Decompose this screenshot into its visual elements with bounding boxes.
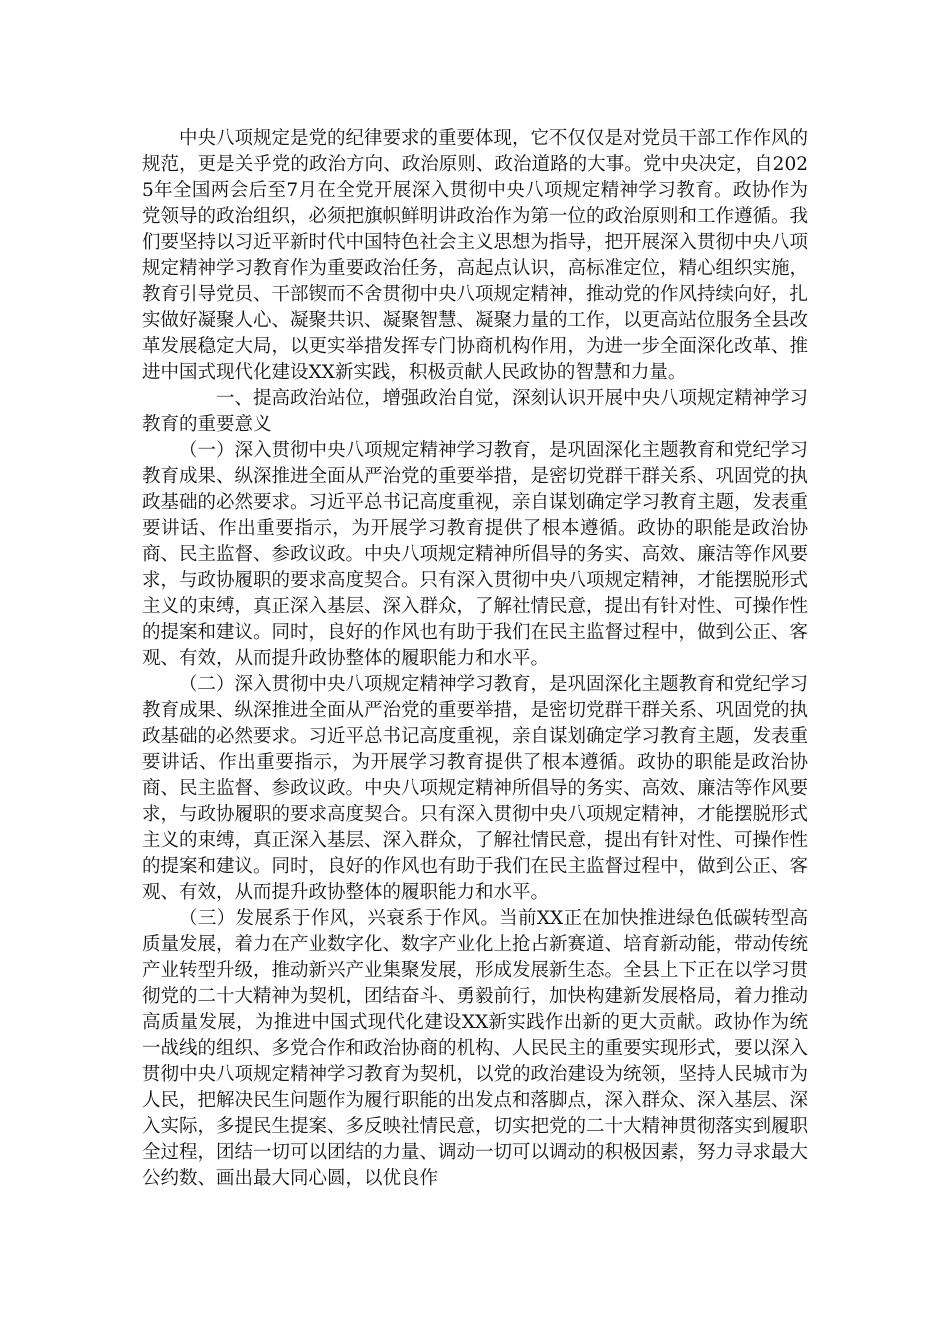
section-heading: 一、提高政治站位，增强政治自觉，深刻认识开展中央八项规定精神学习教育的重要意义 [142, 388, 809, 435]
body-paragraph-2: （二）深入贯彻中央八项规定精神学习教育，是巩固深化主题教育和党纪学习教育成果、纵深推进全面从严治党的重要举措，是密切党群干群关系、巩固党的执政基础的必然要求。习近平总书记高度重视，亲自谋划确定学习教育主题，发表重要讲话、作出重要指示，为开展学习教育提供了根本遵循。政协的职能是政治协商、民主监督、参政议政。中央八项规定精神所倡导的务实、高效、廉洁等作风要求，与政协履职的要求高度契合。只有深入贯彻中央八项规定精神，才能摆脱形式主义的束缚，真正深入基层、深入群众，了解社情民意，提出有针对性、可操作性的提案和建议。同时，良好的作风也有助于我们在民主监督过程中，做到公正、客观、有效，从而提升政协整体的履职能力和水平。 [142, 674, 809, 903]
body-paragraph-3: （三）发展系于作风，兴衰系于作风。当前XX正在加快推进绿色低碳转型高质量发展，着力在产业数字化、数字产业化上抢占新赛道、培育新动能，带动传统产业转型升级，推动新兴产业集聚发展，形成发展新生态。全县上下正在以学习贯彻党的二十大精神为契机，团结奋斗、勇毅前行，加快构建新发展格局，着力推动高质量发展，为推进中国式现代化建设XX新实践作出新的更大贡献。政协作为统一战线的组织、多党合作和政治协商的机构、人民民主的重要实现形式，要以深入贯彻中央八项规定精神学习教育为契机，以党的政治建设为统领，坚持人民城市为人民，把解决民生问题作为履行职能的出发点和落脚点，深入群众、深入基层、深入实际，多提民生提案、多反映社情民意，切实把党的二十大精神贯彻落实到履职全过程，团结一切可以团结的力量、调动一切可以调动的积极因素，努力寻求最大公约数、画出最大同心圆，以优良作 [142, 908, 809, 1189]
body-paragraph-1: （一）深入贯彻中央八项规定精神学习教育，是巩固深化主题教育和党纪学习教育成果、纵深推进全面从严治党的重要举措，是密切党群干群关系、巩固党的执政基础的必然要求。习近平总书记高度重视，亲自谋划确定学习教育主题，发表重要讲话、作出重要指示，为开展学习教育提供了根本遵循。政协的职能是政治协商、民主监督、参政议政。中央八项规定精神所倡导的务实、高效、廉洁等作风要求，与政协履职的要求高度契合。只有深入贯彻中央八项规定精神，才能摆脱形式主义的束缚，真正深入基层、深入群众，了解社情民意，提出有针对性、可操作性的提案和建议。同时，良好的作风也有助于我们在民主监督过程中，做到公正、客观、有效，从而提升政协整体的履职能力和水平。 [142, 440, 809, 669]
intro-paragraph: 中央八项规定是党的纪律要求的重要体现，它不仅仅是对党员干部工作作风的规范，更是关乎党的政治方向、政治原则、政治道路的大事。党中央决定，自2025年全国两会后至7月在全党开展深入贯彻中央八项规定精神学习教育。政协作为党领导的政治组织，必须把旗帜鲜明讲政治作为第一位的政治原则和工作遵循。我们要坚持以习近平新时代中国特色社会主义思想为指导，把开展深入贯彻中央八项规定精神学习教育作为重要政治任务，高起点认识，高标准定位，精心组织实施，教育引导党员、干部锲而不舍贯彻中央八项规定精神，推动党的作风持续向好，扎实做好凝聚人心、凝聚共识、凝聚智慧、凝聚力量的工作，以更高站位服务全县改革发展稳定大局，以更实举措发挥专门协商机构作用，为进一步全面深化改革、推进中国式现代化建设XX新实践，积极贡献人民政协的智慧和力量。 [142, 128, 809, 383]
document-body [142, 126, 808, 1192]
